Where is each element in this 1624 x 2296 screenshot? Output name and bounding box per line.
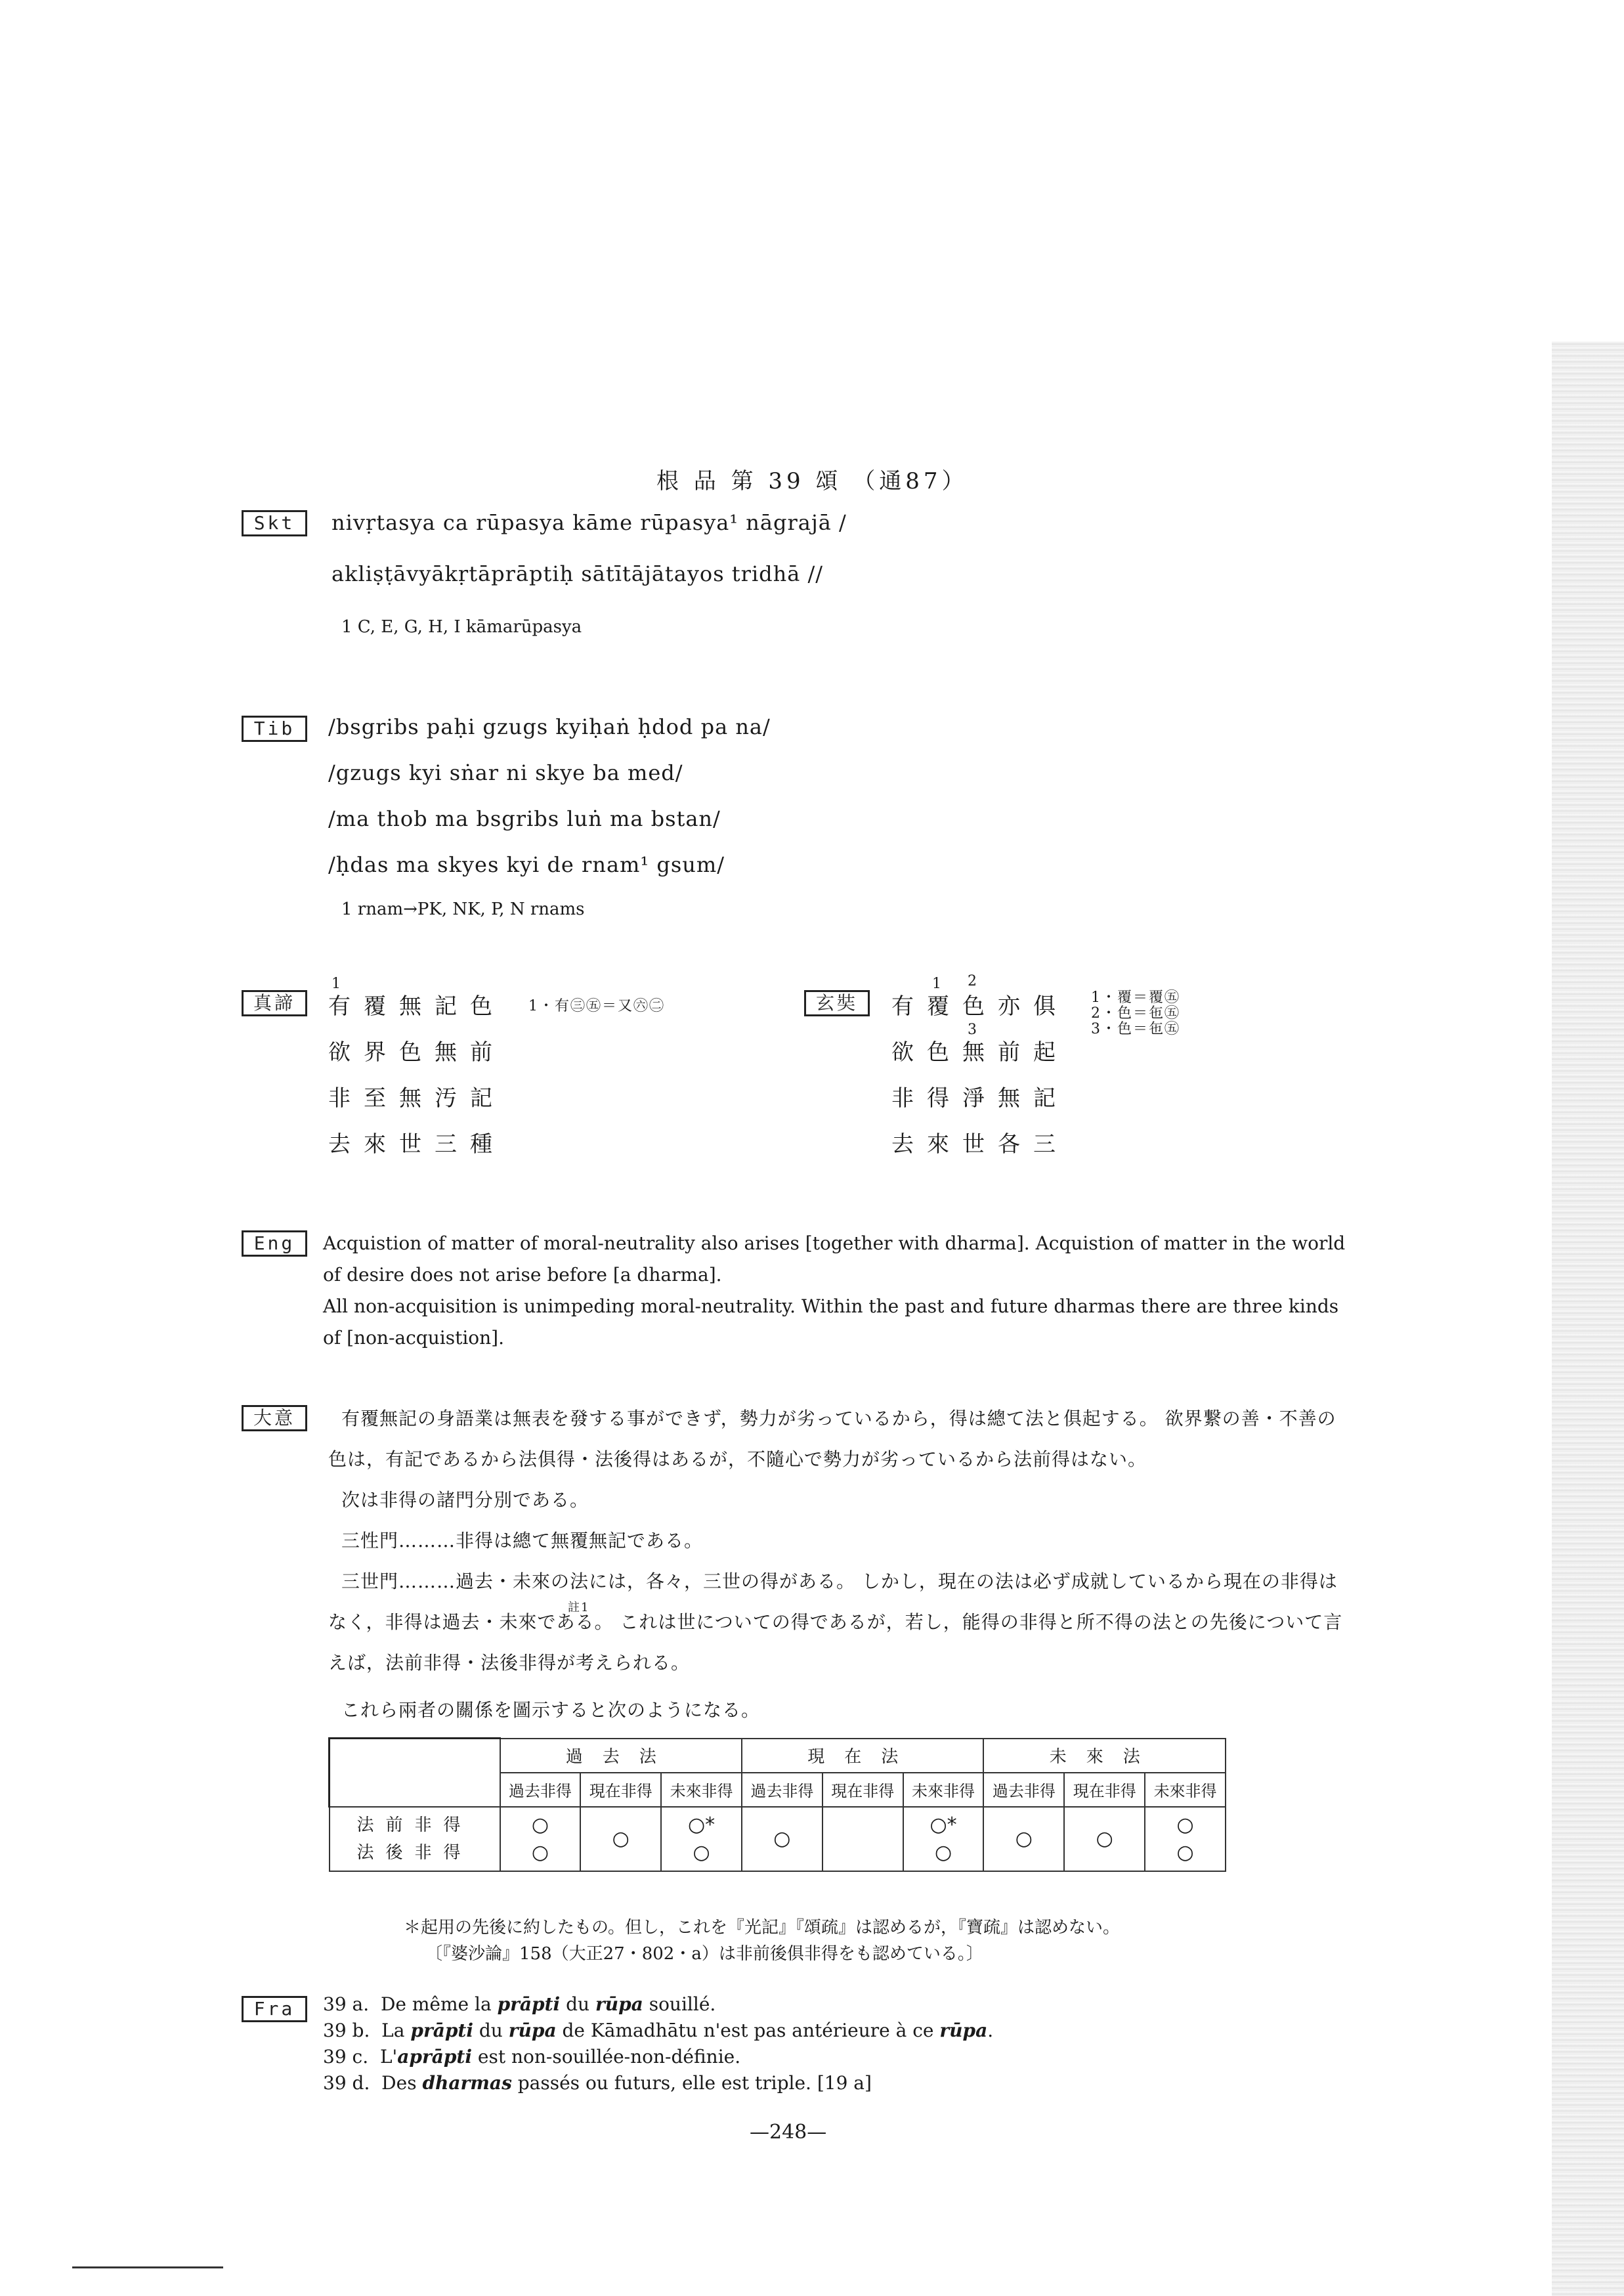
skt-note: 1 C, E, G, H, I kāmarūpasya <box>341 617 582 637</box>
eng-tag: Eng <box>242 1230 307 1257</box>
table-row-labels <box>330 1807 500 1871</box>
zhenti-sup-1: 1 <box>331 976 342 992</box>
table-cell: ○ <box>742 1807 823 1871</box>
fra-line-2: 39 b. La prāpti du rūpa de Kāmadhātu n'est pas antérieure à ce rūpa. <box>323 2020 994 2041</box>
table-cell: ○ <box>1064 1807 1145 1871</box>
tib-note: 1 rnam→PK, NK, P, N rnams <box>341 899 585 919</box>
row-label-before: 法前非得 <box>356 1815 473 1835</box>
tib-line-2: /gzugs kyi sṅar ni skye ba med/ <box>328 760 683 785</box>
eng-line-3: All non-acquisition is unimpeding moral-neutrality. Within the past and future dharmas there are three kinds <box>323 1295 1339 1317</box>
xuanzang-line-3: 非得淨無記 <box>891 1085 1069 1112</box>
tib-line-4: /ḥdas ma skyes kyi de rnam¹ gsum/ <box>328 852 725 877</box>
dayi-para-5: 三世門………過去・未來の法には，各々，三世の得がある。 しかし，現在の法は必ず成就しているから現在の非得は <box>341 1570 1338 1592</box>
table-cell: ○ ○ <box>1145 1807 1226 1871</box>
fra-line-4: 39 d. Des dharmas passés ou futurs, elle est triple. [19 a] <box>323 2072 872 2094</box>
page-number: —248— <box>750 2121 827 2144</box>
xuanzang-sup-1: 1 <box>932 976 943 992</box>
dayi-para-3: 次は非得の諸門分別である。 <box>341 1489 589 1511</box>
table-corner <box>330 1739 500 1807</box>
dayi-para-6: なく，非得は過去・未來である。 これは世についての得であるが，若し，能得の非得と所不得の法との先後について言 <box>328 1611 1343 1633</box>
zhenti-note: 1・有㊂㊄＝又㊅㊁ <box>528 998 665 1014</box>
dayi-sup-note: 註1 <box>568 1601 590 1614</box>
table-group-past: 過去法 <box>500 1739 742 1773</box>
skt-line-2: akliṣṭāvyākṛtāprāptiḥ sātītājātayos tridhā // <box>331 561 824 586</box>
fra-line-1: 39 a. De même la prāpti du rūpa souillé. <box>323 1993 716 2015</box>
xuanzang-line-2: 欲色無前起 <box>891 1039 1069 1066</box>
skt-tag: Skt <box>242 510 307 536</box>
dayi-para-1: 有覆無記の身語業は無表を發する事ができず，勢力が劣っているから，得は總て法と俱起する。 欲界繋の善・不善の <box>341 1408 1336 1429</box>
table-subcol: 未來非得 <box>1145 1773 1226 1807</box>
scan-bottom-rule <box>72 2266 223 2268</box>
zhenti-line-1: 有覆無記色 <box>328 993 505 1020</box>
table-cell: ○* ○ <box>661 1807 742 1871</box>
table-group-present: 現在法 <box>742 1739 983 1773</box>
xuanzang-line-4: 去來世各三 <box>891 1131 1069 1158</box>
zhenti-line-2: 欲界色無前 <box>328 1039 505 1066</box>
fra-line-3: 39 c. L'aprāpti est non-souillée-non-définie. <box>323 2046 741 2068</box>
table-footnote-1: ＊起用の先後に約したもの。但し，これを『光記』『頌疏』は認めるが，『寶疏』は認めない。 <box>404 1918 1120 1938</box>
zhenti-line-4: 去來世三種 <box>328 1131 505 1158</box>
xuanzang-line-1: 有覆色亦俱 <box>891 993 1069 1020</box>
xuanzang-note-3: 3・色＝㐌㊄ <box>1091 1021 1180 1037</box>
tib-line-3: /ma thob ma bsgribs luṅ ma bstan/ <box>328 806 721 831</box>
scan-edge-shadow <box>1552 341 1624 2296</box>
table-footnote-2: 〔『婆沙論』158（大正27・802・a）は非前後俱非得をも認めている。〕 <box>425 1944 983 1964</box>
xuanzang-tag: 玄奘 <box>804 990 870 1016</box>
skt-line-1: nivṛtasya ca rūpasya kāme rūpasya¹ nāgrajā / <box>331 510 847 535</box>
table-cell: ○* ○ <box>903 1807 984 1871</box>
table-group-future: 未來法 <box>983 1739 1226 1773</box>
table-cell: ○ <box>580 1807 661 1871</box>
tib-tag: Tib <box>242 716 307 742</box>
table-subcol: 過去非得 <box>983 1773 1064 1807</box>
zhenti-line-3: 非至無汚記 <box>328 1085 505 1112</box>
dayi-para-7: えば，法前非得・法後非得が考えられる。 <box>328 1652 691 1674</box>
table-cell: ○ <box>983 1807 1064 1871</box>
eng-line-4: of [non-acquistion]. <box>323 1327 505 1349</box>
dayi-para-2: 色は，有記であるから法俱得・法後得はあるが，不隨心で勢力が劣っているから法前得はない。 <box>328 1448 1147 1470</box>
table-subcol: 過去非得 <box>742 1773 823 1807</box>
table-cell <box>823 1807 903 1871</box>
table-subcol: 現在非得 <box>1064 1773 1145 1807</box>
table-subcol: 未來非得 <box>661 1773 742 1807</box>
xuanzang-note-2: 2・色＝㐌㊄ <box>1091 1005 1180 1022</box>
fra-tag: Fra <box>242 1996 307 2022</box>
dayi-para-8: これら兩者の關係を圖示すると次のようになる。 <box>341 1699 761 1721</box>
tib-line-1: /bsgribs paḥi gzugs kyiḥaṅ ḥdod pa na/ <box>328 714 771 739</box>
non-acquisition-table <box>328 1737 1226 1872</box>
table-subcol: 過去非得 <box>500 1773 581 1807</box>
dayi-para-4: 三性門………非得は總て無覆無記である。 <box>341 1530 704 1551</box>
row-label-after: 法後非得 <box>356 1842 473 1863</box>
dayi-tag: 大意 <box>242 1405 307 1431</box>
table-subcol: 未來非得 <box>903 1773 984 1807</box>
zhenti-tag: 真諦 <box>242 990 307 1016</box>
table-subcol: 現在非得 <box>580 1773 661 1807</box>
eng-line-1: Acquistion of matter of moral-neutrality also arises [together with dharma]. Acquistion of matter in the world <box>323 1232 1346 1254</box>
xuanzang-note-1: 1・覆＝覆㊄ <box>1091 989 1180 1006</box>
eng-line-2: of desire does not arise before [a dharma]. <box>323 1264 722 1286</box>
xuanzang-sup-2: 2 <box>968 973 978 989</box>
table-cell: ○ ○ <box>500 1807 581 1871</box>
table-subcol: 現在非得 <box>823 1773 903 1807</box>
page-title: 根 品 第 39 頌 （通87） <box>656 468 968 494</box>
xuanzang-sup-3: 3 <box>968 1022 978 1038</box>
